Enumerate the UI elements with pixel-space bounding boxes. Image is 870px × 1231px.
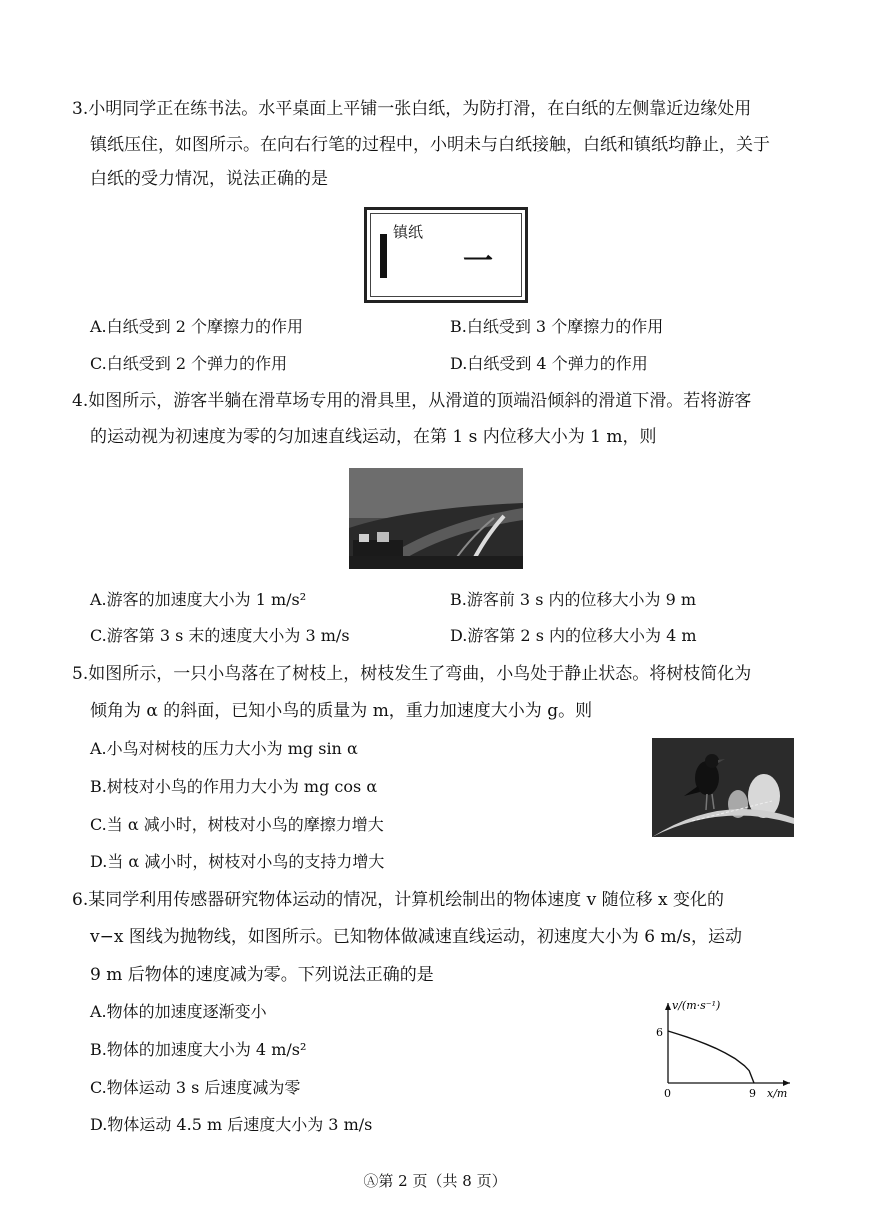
q5-stem-line2: 倾角为 α 的斜面，已知小鸟的质量为 m，重力加速度大小为 g。则	[90, 701, 593, 721]
y-axis-label: v/(m·s⁻¹)	[672, 999, 721, 1012]
q4-option-c: C.游客第 3 s 末的速度大小为 3 m/s	[90, 626, 350, 645]
q3-option-c: C.白纸受到 2 个弹力的作用	[90, 354, 288, 373]
q5-stem-line1: 5.如图所示，一只小鸟落在了树枝上，树枝发生了弯曲，小鸟处于静止状态。将树枝简化为	[72, 664, 752, 684]
paper-weight-label: 镇纸	[393, 223, 424, 241]
q3-stem-line2: 镇纸压住，如图所示。在向右行笔的过程中，小明未与白纸接触，白纸和镇纸均静止，关于	[90, 135, 770, 155]
x-axis-label: x/m	[767, 1087, 788, 1100]
x-tick-label: 9	[749, 1087, 756, 1100]
q6-stem-line1: 6.某同学利用传感器研究物体运动的情况，计算机绘制出的物体速度 v 随位移 x 变化的	[72, 890, 725, 910]
y-tick-label: 6	[656, 1026, 663, 1039]
q5-option-a: A.小鸟对树枝的压力大小为 mg sin α	[90, 739, 358, 758]
q5-option-c: C.当 α 减小时，树枝对小鸟的摩擦力增大	[90, 815, 384, 834]
q4-stem-line1: 4.如图所示，游客半躺在滑草场专用的滑具里，从滑道的顶端沿倾斜的滑道下滑。若将游客	[72, 391, 752, 411]
q4-grass-slide-photo	[349, 468, 523, 569]
origin-label: 0	[664, 1087, 671, 1100]
q6-option-a: A.物体的加速度逐渐变小	[90, 1002, 267, 1021]
x-axis-arrow	[783, 1080, 790, 1086]
q3-option-a: A.白纸受到 2 个摩擦力的作用	[90, 317, 303, 336]
calligraphy-character: 一	[463, 244, 493, 279]
q5-option-d: D.当 α 减小时，树枝对小鸟的支持力增大	[90, 852, 385, 871]
q3-option-b: B.白纸受到 3 个摩擦力的作用	[450, 317, 664, 336]
q3-option-d: D.白纸受到 4 个弹力的作用	[450, 354, 648, 373]
q4-stem-line2: 的运动视为初速度为零的匀加速直线运动，在第 1 s 内位移大小为 1 m，则	[90, 427, 657, 447]
q4-option-a: A.游客的加速度大小为 1 m/s²	[90, 590, 307, 609]
q3-figure-paper-weight	[364, 207, 528, 303]
q3-stem-line1: 3.小明同学正在练书法。水平桌面上平铺一张白纸，为防打滑，在白纸的左侧靠近边缘处用	[72, 99, 752, 119]
q4-option-d: D.游客第 2 s 内的位移大小为 4 m	[450, 626, 697, 645]
q6-stem-line3: 9 m 后物体的速度减为零。下列说法正确的是	[90, 965, 434, 985]
page-footer: Ⓐ第 2 页（共 8 页）	[363, 1172, 507, 1190]
y-axis-arrow	[665, 1003, 671, 1010]
paper-weight-bar	[380, 234, 387, 278]
q3-stem-line3: 白纸的受力情况，说法正确的是	[90, 169, 328, 189]
q6-option-d: D.物体运动 4.5 m 后速度大小为 3 m/s	[90, 1115, 373, 1134]
q4-option-b: B.游客前 3 s 内的位移大小为 9 m	[450, 590, 697, 609]
q6-stem-line2: v−x 图线为抛物线，如图所示。已知物体做减速直线运动，初速度大小为 6 m/s，运动	[90, 927, 743, 947]
v-x-parabola-curve	[668, 1031, 754, 1083]
q6-option-c: C.物体运动 3 s 后速度减为零	[90, 1078, 301, 1097]
q5-bird-on-branch-photo	[652, 738, 794, 837]
q5-option-b: B.树枝对小鸟的作用力大小为 mg cos α	[90, 777, 378, 796]
q6-v-x-graph	[650, 995, 800, 1105]
q6-option-b: B.物体的加速度大小为 4 m/s²	[90, 1040, 307, 1059]
